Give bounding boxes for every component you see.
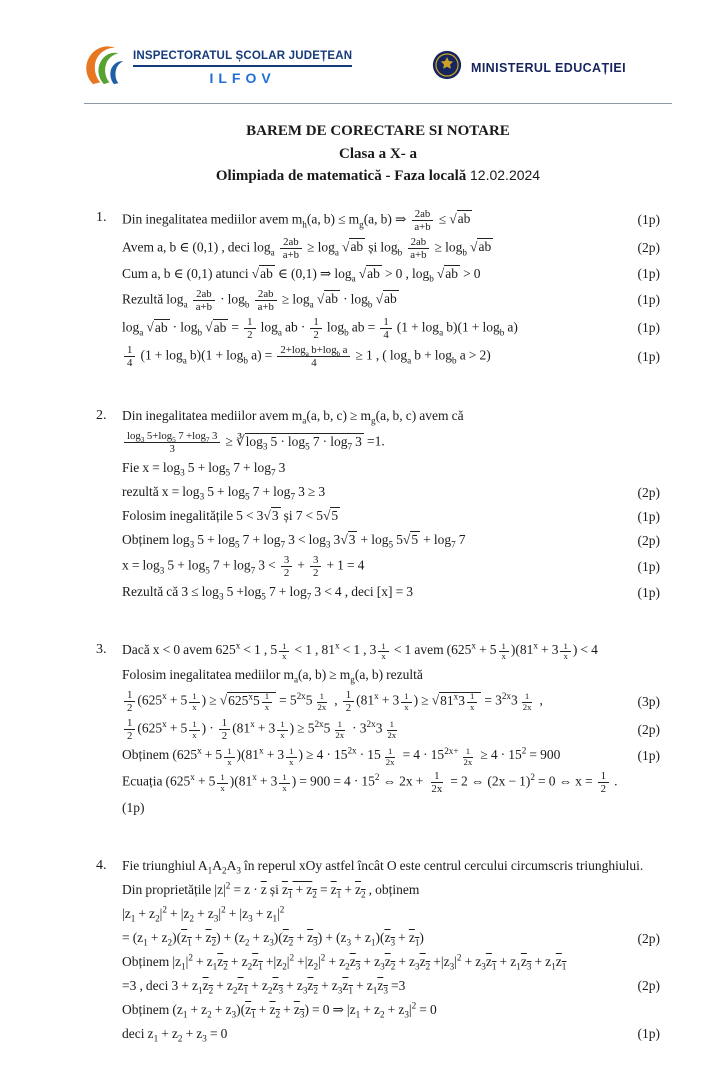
math-content: Din inegalitatea mediilor avem $m_h(a$, $b) \le m_g(a$, b) ⇒ $\frac{2ab}{a+b}$ ≤ √ab [122, 207, 471, 233]
fraction: 1 x [560, 642, 570, 663]
solution-line [122, 430, 660, 455]
fraction: $\frac{1}{2}$ [244, 316, 255, 341]
radical: √5 [402, 532, 419, 548]
fraction: $\frac{3}{2}$ [310, 554, 321, 579]
radical: √5 [323, 508, 339, 524]
fraction: $\frac{1}{2}$ [310, 316, 321, 341]
math-content: $\frac{1}{2}$ ($625^x + 5$ $^{\frac{1}{x}}$ ) · $\frac{1}{2}$ ($81^x + 3$ $^{\frac{1}{x}}$ ) ≥ $5^{2x}5$ $^{\frac{1}{2x}}$ · $3^{2x}3$ $^{\frac{1}{2x}}$ [122, 717, 616, 742]
conjugate-overline: $z_3$ [349, 954, 361, 972]
fraction: 1 2x [317, 691, 327, 712]
problem-number: 3. [96, 642, 107, 658]
radical: √ab [470, 239, 492, 255]
problem-1 [96, 208, 660, 373]
problems-list [96, 208, 660, 1048]
solution-line [122, 554, 660, 579]
solution-line [122, 770, 660, 795]
radical: √ab [316, 291, 338, 307]
radical: √625$^x$5 $^{\frac{1}{x}}$ [220, 692, 276, 708]
conjugate-overline: $z_3$ [377, 977, 388, 996]
isj-logo-icon [84, 42, 124, 93]
conjugate-overline: $z_2$ [282, 930, 294, 948]
ministry-logo-label: MINISTERUL EDUCAȚIEI [471, 60, 626, 75]
radical: √ab [342, 239, 364, 255]
math-content: = $(z_1 + z_2)(z_1 + z_2) + (z_2 + z_3)(z_2 + z_3) + (z_3 + z_1)(z_3 + z_1)$ [122, 930, 424, 948]
conjugate-overline: $z_3$ [293, 1001, 305, 1020]
conjugate-overline: $z_1$ [485, 954, 497, 972]
fraction: $\frac{2ab}{a+b}$ [280, 236, 302, 261]
document-title: BAREM DE CORECTARE SI NOTARE [246, 123, 510, 139]
points-label: (1p) [637, 508, 660, 524]
solution-line [122, 1000, 660, 1021]
solution-line [122, 717, 660, 742]
isj-logo-line1: INSPECTORATUL ȘCOLAR JUDEȚEAN [133, 50, 352, 67]
radical: √ab [449, 211, 471, 227]
problem-body [122, 208, 660, 373]
conjugate-overline: $z_1$ [252, 954, 263, 972]
fraction: $\frac{\log_3 5+\log_5 7 +\log_7 3}{3}$ [124, 430, 220, 455]
fraction: 1 2x [387, 719, 397, 741]
radical: √3 [263, 508, 279, 524]
olympiad-date: 12.02.2024 [470, 167, 541, 183]
points-label: (1p) [637, 212, 660, 228]
fraction: $\frac{1}{2}$ [124, 689, 135, 714]
conjugate-overline: $z_3$ [272, 977, 284, 996]
fraction: 1 x [467, 692, 477, 713]
problem-number: 1. [96, 209, 107, 225]
math-content: Rezultă $\log_a$ $\frac{2ab}{a+b}$ · $\log_b$ $\frac{2ab}{a+b}$ ≥ $\log_a √ab \cdot \log_b √ab$ [122, 287, 397, 313]
radical: √ab [375, 291, 397, 307]
fraction: 1 x [286, 747, 296, 768]
math-content: $|z_1 + z_2|^2 + |z_2 + z_3|^2 + |z_3 + z_1|^2$ [122, 904, 285, 924]
fraction: $\frac{1}{4}$ [124, 344, 135, 369]
math-content: $\log_a √ab \cdot \log_b √ab$ = $\frac{1}{2}$ $\log_a$ ab · $\frac{1}{2}$ $\log_b$ ab = $\frac{1}{4}$ $(1 + \log_a b)(1 + \log_b a)$ [122, 315, 518, 341]
solution-line [122, 530, 660, 551]
math-content: $x = \log_3 5 + \log_5 7 + \log_7 3$ < $\frac{3}{2}$ + $\frac{3}{2}$ + 1 = 4 [122, 553, 365, 580]
math-content: Obținem ($625^x + 5$ $^{\frac{1}{x}}$ )($81^x + 3$ $^{\frac{1}{x}}$ ) ≥ $4 \cdot 15^{2x} \cdot 15$ $^{\frac{1}{2x}}$ = $4 \cdot 15^{2x+ \frac{1}{2x}}$ ≥ $4 \cdot 15^2 = 900$ [122, 745, 561, 767]
solution-line [122, 208, 660, 233]
math-content: $\frac{1}{2}$ ($625^x + 5$ $^{\frac{1}{x}}$ ) ≥ $√625^x5$ $^{\frac{1}{x}}$ = $5^{2x}5$ $^{\frac{1}{2x}}$ , $\frac{1}{2}$ ($81^x + 3$ $^{\frac{1}{x}}$ ) ≥ $√81^x3$ $^{\frac{1}{x}}$ = $3^{2x}3$ $^{\frac{1}{2x}}$ , [122, 689, 616, 714]
fraction: 1 2x [385, 745, 395, 767]
conjugate-overline: $z_1$ [555, 954, 567, 972]
isj-ilfov-logo [84, 42, 352, 93]
points-label: (3p) [637, 693, 660, 709]
points-label: (1p) [637, 584, 660, 600]
problem-2 [96, 406, 660, 606]
math-content: $\frac{\log_3 5+\log_5 7 +\log_7 3}{3}$ ≥ $∛\log_3$ $5 \cdot \log_5 7 \cdot \log_7 3 =1$. [122, 430, 660, 455]
radical: √3 [340, 532, 356, 548]
fraction: 1 x [217, 773, 227, 794]
points-label: (2p) [637, 978, 660, 994]
fraction: 1 x [499, 642, 509, 663]
points-label: (1p) [637, 348, 660, 364]
solution-line [122, 856, 660, 877]
isj-logo-line2: ILFOV [209, 69, 276, 86]
fraction: 1 x [279, 773, 289, 794]
conjugate-overline: $z_1$ [181, 930, 192, 948]
olympiad-line [96, 165, 660, 188]
conjugate-overline: $z_3$ [384, 930, 396, 948]
conjugate-overline: $z_1$ [237, 977, 249, 996]
conjugate-overline: $\overline{z}$ [260, 882, 267, 898]
solution-line [122, 880, 660, 901]
radical: $∛\log_3$ $5 \cdot \log_5 7 \cdot \log_7 3$ [235, 433, 362, 452]
fraction: $\frac{2ab}{a+b}$ [411, 208, 433, 233]
points-label: (2p) [637, 240, 660, 256]
fraction: 1 x [262, 692, 272, 713]
math-content: (1p) [122, 800, 145, 816]
points-label: (2p) [637, 484, 660, 500]
math-content: Folosim inegalitățile 5 < 3√3 și 7 < 5√5 [122, 508, 339, 524]
points-label: (1p) [637, 1026, 660, 1042]
solution-line [122, 798, 660, 819]
fraction: $\frac{3}{2}$ [281, 554, 292, 579]
math-content: Dacă x < 0 avem $625^x < 1$ , 5 $^{\frac{1}{x}}$ < 1 , $81^x < 1$ , 3 $^{\frac{1}{x}}$ < 1 avem ($625^x + 5$ $^{\frac{1}{x}}$ )($81^x + 3$ $^{\frac{1}{x}}$ ) < 4 [122, 640, 598, 662]
conjugate-overline: $z_1$ [245, 1001, 256, 1020]
header-divider [84, 103, 672, 104]
solution-line [122, 689, 660, 714]
math-content: Obținem $(z_1 + z_2 + z_3)(z_1 + z_2 + z_3) = 0$ ⇒ $|z_1 + z_2 + z_3|^2 = 0$ [122, 1000, 437, 1020]
conjugate-overline: $z_2$ [307, 977, 319, 996]
solution-line [122, 640, 660, 662]
math-content: Din proprietățile $|z|^2 = z \cdot \overline{z}$ și $z_1 + z_2 = z_1 + z_2$ , obținem [122, 880, 420, 900]
fraction: 1 x [277, 720, 287, 741]
fraction: $\frac{1}{2}$ [343, 689, 354, 714]
conjugate-overline: $z_2$ [205, 930, 217, 948]
math-content: Avem a, b ∈ (0,1) , deci $\log_a$ $\frac{2ab}{a+b}$ ≥ $\log_a √ab$ și $\log_b$ $\frac{2ab}{a+b}$ ≥ $\log_b √ab$ [122, 235, 492, 261]
solution-line [122, 482, 660, 503]
radical: √ab [146, 319, 168, 335]
ministry-emblem-icon [432, 50, 462, 85]
fraction: $\frac{1}{2x}$ [463, 745, 473, 767]
conjugate-overline: $z_2$ [355, 882, 366, 900]
math-content: $\frac{1}{4}$ $(1 + \log_a b)(1 + \log_b a)$ = $\frac{2+\log_a b+\log_b a}{4}$ ≥ 1 , ( $\log_a b + \log_b a > 2$) [122, 344, 616, 369]
points-label: (1p) [637, 558, 660, 574]
math-content: =3 , deci $3 + z_1z_2 + z_2z_1 + z_2z_3 + z_3z_2 + z_3z_1 + z_1z_3 =3$ [122, 977, 406, 996]
points-label: (1p) [637, 266, 660, 282]
math-content: Rezultă că $3 \le \log_3 5 +\log_5$ $7 + \log_7 3 < 4$ , deci [x] = 3 [122, 584, 414, 602]
points-label: (1p) [637, 292, 660, 308]
points-label: (1p) [637, 748, 660, 764]
olympiad-line-text: Olimpiada de matematică - Faza locală [215, 168, 471, 184]
problem-body [122, 640, 660, 822]
solution-line [122, 288, 660, 313]
conjugate-overline: $z_1$ [408, 930, 420, 948]
math-content: deci $z_1 + z_2 + z_3 = 0$ [122, 1025, 228, 1044]
fraction: 1 x [189, 692, 199, 713]
title-block [96, 120, 660, 188]
solution-line [122, 236, 660, 261]
points-label: (2p) [637, 721, 660, 737]
radical: √ab [251, 265, 273, 281]
ministry-logo [432, 50, 626, 85]
points-label: (2p) [637, 532, 660, 548]
math-content: Obținem $|z_1|^2 + z_1z_2 + z_2z_1 +|z_2|^2 +|z_2|^2 + z_2z_3 + z_3z_2 + z_3z_2 +|z_3|^2 + z_3z_1 + z_1z_3 + z_1z_1$ [122, 952, 567, 972]
problem-body [122, 856, 660, 1047]
class-line: Clasa a X- a [339, 145, 417, 162]
fraction: 1 x [189, 720, 199, 741]
problem-number: 2. [96, 408, 107, 424]
conjugate-overline: $z_3$ [307, 930, 318, 948]
fraction: $\frac{2ab}{a+b}$ [255, 288, 277, 313]
math-content: rezultă $x = \log_3 5 + \log_5 7 + \log_7 3 \ge 3$ [122, 484, 326, 502]
conjugate-overline: $z_2$ [419, 954, 431, 972]
header [84, 42, 636, 93]
solution-line [122, 952, 660, 973]
solution-line [122, 745, 660, 767]
conjugate-overline: $z_1$ [342, 977, 353, 996]
fraction: $\frac{1}{4}$ [380, 316, 391, 341]
solution-line [122, 582, 660, 603]
fraction: $\frac{2ab}{a+b}$ [193, 288, 215, 313]
conjugate-overline: $z_1 + z_2$ [281, 882, 317, 900]
solution-line [122, 458, 660, 479]
fraction: 1 x [378, 642, 388, 663]
fraction: $\frac{1}{2}$ [124, 717, 135, 742]
solution-line [122, 406, 660, 427]
fraction: 1 x [224, 747, 234, 768]
math-content: Fie $x = \log_3 5 + \log_5 7 + \log_7 3$ [122, 460, 286, 478]
fraction: $\frac{2ab}{a+b}$ [407, 236, 429, 261]
conjugate-overline: $z_2$ [217, 954, 228, 972]
fraction: 1 2x [522, 691, 532, 712]
isj-logo-text [133, 50, 352, 86]
fraction: 1 2x [335, 719, 345, 741]
radical: √ab [436, 265, 459, 281]
fraction: 1 x [279, 642, 289, 663]
math-content: Ecuația ($625^x + 5$ $^{\frac{1}{x}}$ )($81^x + 3$ $^{\frac{1}{x}}$ ) = $900 = 4 \cdot 15^2$ ⇔ 2x + $\frac{1}{2x}$ = 2 ⇔ $(2x - 1)^2 = 0$ ⇔ x = $\frac{1}{2}$ . [122, 770, 618, 796]
radical: √ab [205, 319, 227, 335]
math-content: Din inegalitatea mediilor avem $m_a(a$, b, $c) \ge m_g(a$, b, c) avem că [122, 408, 464, 426]
problem-4 [96, 856, 660, 1047]
conjugate-overline: $z_2$ [384, 954, 396, 972]
problem-3 [96, 640, 660, 822]
solution-line [122, 665, 660, 686]
fraction: $\frac{2+\log_a b+\log_b a}{4}$ [277, 344, 350, 369]
conjugate-overline: $z_2$ [269, 1001, 281, 1020]
points-label: (1p) [637, 320, 660, 336]
solution-line [122, 904, 660, 925]
solution-line [122, 976, 660, 997]
problem-body [122, 406, 660, 606]
math-content: Cum a, b ∈ (0,1) atunci √ab ∈ (0,1) ⇒ $\log_a √ab > 0$ , $\log_b √ab > 0$ [122, 265, 481, 284]
fraction: 1 x [401, 692, 411, 713]
conjugate-overline: $z_1$ [330, 882, 342, 900]
solution-line [122, 928, 660, 949]
solution-line [122, 264, 660, 285]
radical: √81$^x$3 $^{\frac{1}{x}}$ [432, 692, 482, 708]
fraction: $\frac{1}{2x}$ [431, 770, 443, 796]
math-content: Fie triunghiul $A_1A_2A_3$ în reperul xOy astfel încât O este centrul cercului circumscris triunghiului. [122, 858, 644, 877]
problem-number: 4. [96, 858, 107, 874]
solution-line [122, 1024, 660, 1045]
solution-line [122, 316, 660, 341]
radical: √ab [358, 265, 380, 281]
points-label: (2p) [637, 930, 660, 946]
math-content: Folosim inegalitatea mediilor $m_a(a$, $b) \ge m_g(a$, b) rezultă [122, 667, 423, 685]
solution-line [122, 344, 660, 369]
fraction: $\frac{1}{2}$ [598, 770, 609, 795]
conjugate-overline: $z_2$ [202, 977, 214, 996]
solution-line [122, 506, 660, 527]
fraction: $\frac{1}{2}$ [219, 717, 230, 742]
math-content: Obținem $\log_3 5 + \log_5 7 + \log_7 3 < \log_3 3√3 + \log_5 5√5 + \log_7 7$ [122, 532, 466, 550]
conjugate-overline: $z_3$ [520, 954, 532, 972]
